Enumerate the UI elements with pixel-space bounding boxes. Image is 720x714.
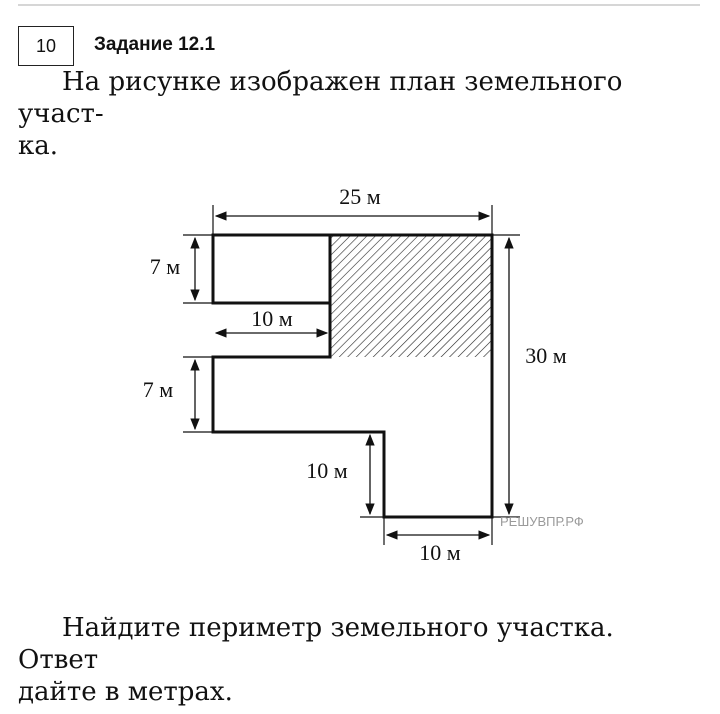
hatched-area xyxy=(330,235,492,357)
label-lower-notch: 7 м xyxy=(142,377,174,402)
label-bottom-width: 10 м xyxy=(419,540,461,565)
label-top-width: 25 м xyxy=(339,184,381,209)
task-number-badge xyxy=(18,26,74,66)
watermark: РЕШУВПР.РФ xyxy=(500,514,584,529)
label-notch-depth: 10 м xyxy=(251,306,293,331)
task-question xyxy=(18,612,698,708)
intro-line-2: ка. xyxy=(18,131,59,161)
top-divider xyxy=(18,4,700,6)
intro-line-1: На рисунке изображен план земельного участ- xyxy=(18,67,623,129)
land-plot-figure xyxy=(0,160,720,580)
question-line-1: Найдите периметр земельного участка. Ответ xyxy=(18,613,614,675)
question-line-2: дайте в метрах. xyxy=(18,677,233,707)
task-number: 10 xyxy=(35,35,57,56)
label-right-height: 30 м xyxy=(525,343,567,368)
task-title: Задание 12.1 xyxy=(94,34,216,55)
label-upper-notch: 7 м xyxy=(149,254,181,279)
label-step-height: 10 м xyxy=(306,458,348,483)
task-intro xyxy=(18,66,698,162)
